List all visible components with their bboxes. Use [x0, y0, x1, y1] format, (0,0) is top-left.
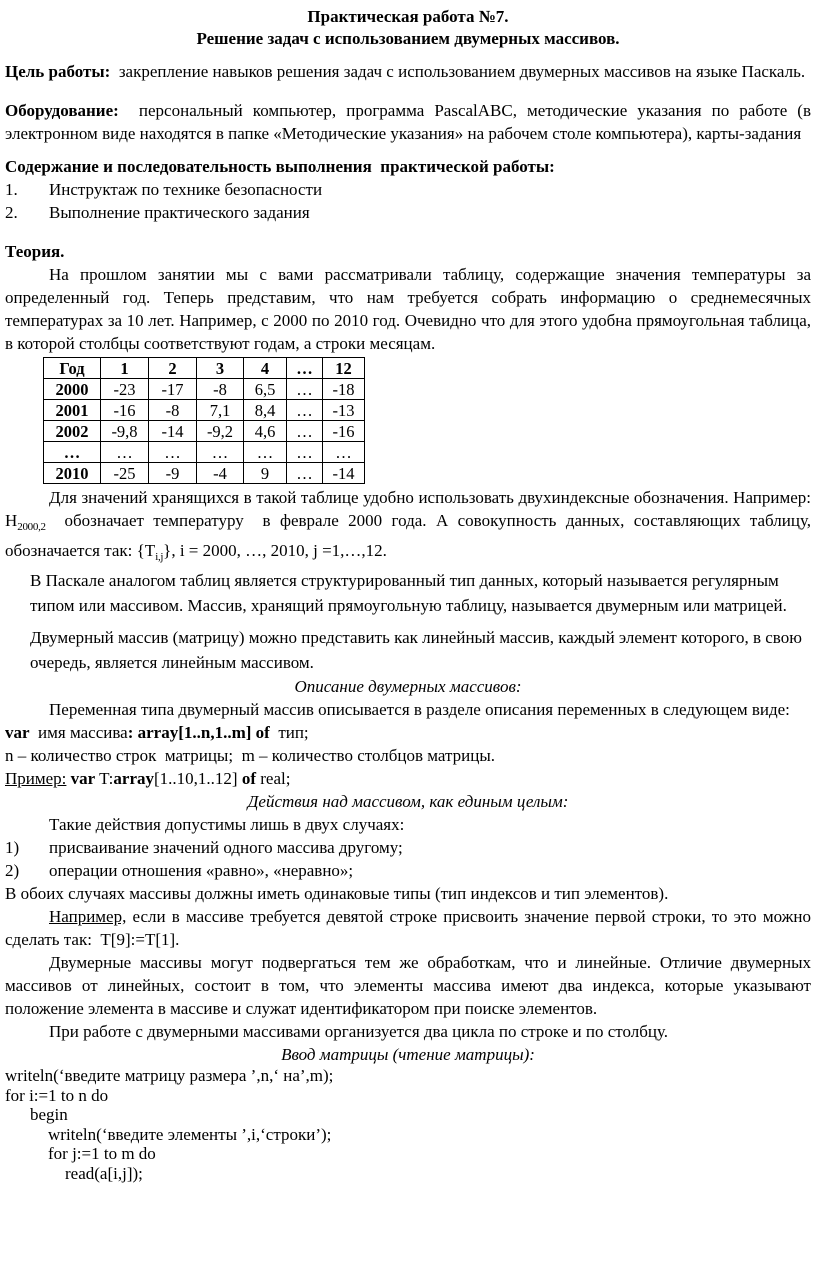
title-line-2: Решение задач с использованием двумерных массивов.	[196, 29, 620, 48]
table-cell: 2010	[44, 463, 101, 484]
keyword-array-of: : array[1..n,1..m] of	[127, 723, 270, 742]
temperature-table	[43, 357, 365, 484]
table-row	[44, 463, 365, 484]
table-cell: -14	[149, 421, 197, 442]
table-row	[44, 442, 365, 463]
theory-intro-paragraph: На прошлом занятии мы с вами рассматривали таблицу, содержащие значения температуры за определенный год. Теперь представим, что нам требуется собрать информацию о среднемесячных температурах за 10 лет. Например, с 2000 по 2010 год. Очевидно что для этого удобна прямоугольная таблица, в которой столбцы соответствуют годам, а строки месяцам.	[5, 265, 811, 353]
table-cell: -8	[197, 379, 244, 400]
table-cell: …	[197, 442, 244, 463]
example-text: [1..10,1..12]	[154, 769, 242, 788]
example-line	[5, 767, 811, 790]
title-line-1: Практическая работа №7.	[307, 7, 509, 26]
page-title	[5, 6, 811, 50]
table-header-row	[44, 358, 365, 379]
table-cell: …	[287, 442, 323, 463]
indexing-text: }, i = 2000, …, 2010, j =1,…,12.	[163, 541, 387, 560]
pascal-paragraph: В Паскале аналогом таблиц является структурированный тип данных, который называется регулярным типом или массивом. Массив, хранящий прямоугольную таблицу, называется двумерным или матрицей.	[30, 571, 787, 615]
contents-item-1-number: 1.	[5, 180, 18, 199]
table-cell: -17	[149, 379, 197, 400]
actions-item-1-number: 1)	[5, 838, 20, 857]
matrix-input-heading: Ввод матрицы (чтение матрицы):	[281, 1045, 535, 1064]
table-cell: 4	[244, 358, 287, 379]
keyword-of: of	[241, 769, 257, 788]
indexing-text: обозначает температуру в феврале 2000 года. А совокупность данных, составляющих таблицу, обозначается так: {T	[5, 511, 811, 560]
actions-item-2-text: операции отношения «равно», «неравно»;	[49, 861, 354, 880]
subscript: 2000,2	[17, 521, 46, 533]
table-cell: …	[101, 442, 149, 463]
table-cell: 9	[244, 463, 287, 484]
nm-definition-line: n – количество строк матрицы; m – количество столбцов матрицы.	[5, 746, 495, 765]
description-heading: Описание двумерных массивов:	[294, 677, 522, 696]
var-declaration-line	[5, 721, 811, 744]
processing-paragraph: Двумерные массивы могут подвергаться тем же обработкам, что и линейные. Отличие двумерных массивов от линейных, состоит в том, что элементы массива имеют два индекса, которые указывают положение элемента в массиве и служат идентификатором при поиске элементов.	[5, 953, 811, 1018]
contents-item-2-number: 2.	[5, 203, 18, 222]
code-line: for i:=1 to n do	[5, 1085, 109, 1105]
table-cell: …	[244, 442, 287, 463]
code-line: writeln(‘введите элементы ’,i,‘строки’);	[48, 1124, 332, 1144]
actions-item-1	[5, 836, 811, 859]
table-row	[44, 379, 365, 400]
contents-item-1-text: Инструктаж по технике безопасности	[49, 180, 323, 199]
table-row	[44, 400, 365, 421]
table-cell: …	[287, 400, 323, 421]
contents-item-2	[5, 201, 811, 224]
code-line: writeln(‘введите матрицу размера ’,n,‘ на’,m);	[5, 1066, 334, 1085]
table-cell: …	[323, 442, 365, 463]
both-cases-note: В обоих случаях массивы должны иметь одинаковые типы (тип индексов и тип элементов).	[5, 884, 669, 903]
table-cell: 2002	[44, 421, 101, 442]
table-cell: …	[149, 442, 197, 463]
table-cell: -18	[323, 379, 365, 400]
indexing-text: Для значений хранящихся в такой таблице удобно использовать двухиндексные обозначения. Например: H	[5, 488, 811, 530]
subscript: i,j	[155, 551, 164, 563]
table-cell: 2000	[44, 379, 101, 400]
actions-item-1-text: присваивание значений одного массива другому;	[49, 838, 403, 857]
example-text: real;	[256, 769, 291, 788]
code-line: for j:=1 to m do	[48, 1144, 156, 1163]
table-cell: -23	[101, 379, 149, 400]
for-example-label: Например,	[49, 907, 127, 926]
table-cell: -9,2	[197, 421, 244, 442]
table-cell: 7,1	[197, 400, 244, 421]
table-row	[44, 421, 365, 442]
code-line: read(a[i,j]);	[65, 1163, 143, 1183]
table-cell: -16	[323, 421, 365, 442]
table-cell: 6,5	[244, 379, 287, 400]
var-decl-text: тип;	[269, 723, 309, 742]
actions-intro: Такие действия допустимы лишь в двух случаях:	[49, 815, 405, 834]
assignment-example-paragraph	[5, 905, 811, 951]
table-cell: 1	[101, 358, 149, 379]
table-cell: -8	[149, 400, 197, 421]
table-cell: -9,8	[101, 421, 149, 442]
keyword-var: var	[70, 769, 96, 788]
table-cell: -13	[323, 400, 365, 421]
equipment-label: Оборудование:	[5, 101, 119, 120]
goal-paragraph	[5, 60, 811, 83]
example-label: Пример:	[5, 769, 67, 788]
goal-text: закрепление навыков решения задач с использованием двумерных массивов на языке Паскаль.	[110, 62, 806, 81]
table-cell: -9	[149, 463, 197, 484]
actions-heading: Действия над массивом, как единым целым:	[247, 792, 569, 811]
table-cell: …	[287, 421, 323, 442]
contents-heading: Содержание и последовательность выполнения практической работы:	[5, 157, 555, 176]
example-text: T:	[95, 769, 114, 788]
table-cell: 4,6	[244, 421, 287, 442]
table-cell: -25	[101, 463, 149, 484]
table-cell: …	[44, 442, 101, 463]
indexing-paragraph	[5, 486, 811, 569]
table-cell: 2	[149, 358, 197, 379]
table-cell: -16	[101, 400, 149, 421]
table-cell: 8,4	[244, 400, 287, 421]
matrix-note-paragraph: Двумерный массив (матрицу) можно представить как линейный массив, каждый элемент которого, в свою очередь, является линейным массивом.	[30, 628, 802, 672]
equipment-paragraph	[5, 99, 811, 145]
contents-item-2-text: Выполнение практического задания	[49, 203, 310, 222]
table-cell: 3	[197, 358, 244, 379]
contents-item-1	[5, 178, 811, 201]
goal-label: Цель работы:	[5, 62, 111, 81]
keyword-array: array	[113, 769, 155, 788]
equipment-text: персональный компьютер, программа PascalABC, методические указания по работе (в электронном виде находятся в папке «Методические указания» на рабочем столе компьютера), карты-задания	[5, 101, 811, 143]
table-cell: …	[287, 379, 323, 400]
table-cell: -14	[323, 463, 365, 484]
table-cell: …	[287, 463, 323, 484]
code-line: begin	[30, 1105, 68, 1124]
assignment-example-text: если в массиве требуется девятой строке присвоить значение первой строки, то это можно сделать так: T[9]:=T[1].	[5, 907, 811, 949]
table-cell: 12	[323, 358, 365, 379]
keyword-var: var	[5, 723, 30, 742]
table-cell: Год	[44, 358, 101, 379]
description-intro: Переменная типа двумерный массив описывается в разделе описания переменных в следующем виде:	[49, 700, 790, 719]
var-decl-text: имя массива	[29, 723, 128, 742]
actions-item-2	[5, 859, 811, 882]
actions-item-2-number: 2)	[5, 861, 20, 880]
table-cell: -4	[197, 463, 244, 484]
theory-heading: Теория.	[5, 242, 65, 261]
table-cell: 2001	[44, 400, 101, 421]
cycles-paragraph: При работе с двумерными массивами организуется два цикла по строке и по столбцу.	[49, 1022, 669, 1041]
table-cell: …	[287, 358, 323, 379]
